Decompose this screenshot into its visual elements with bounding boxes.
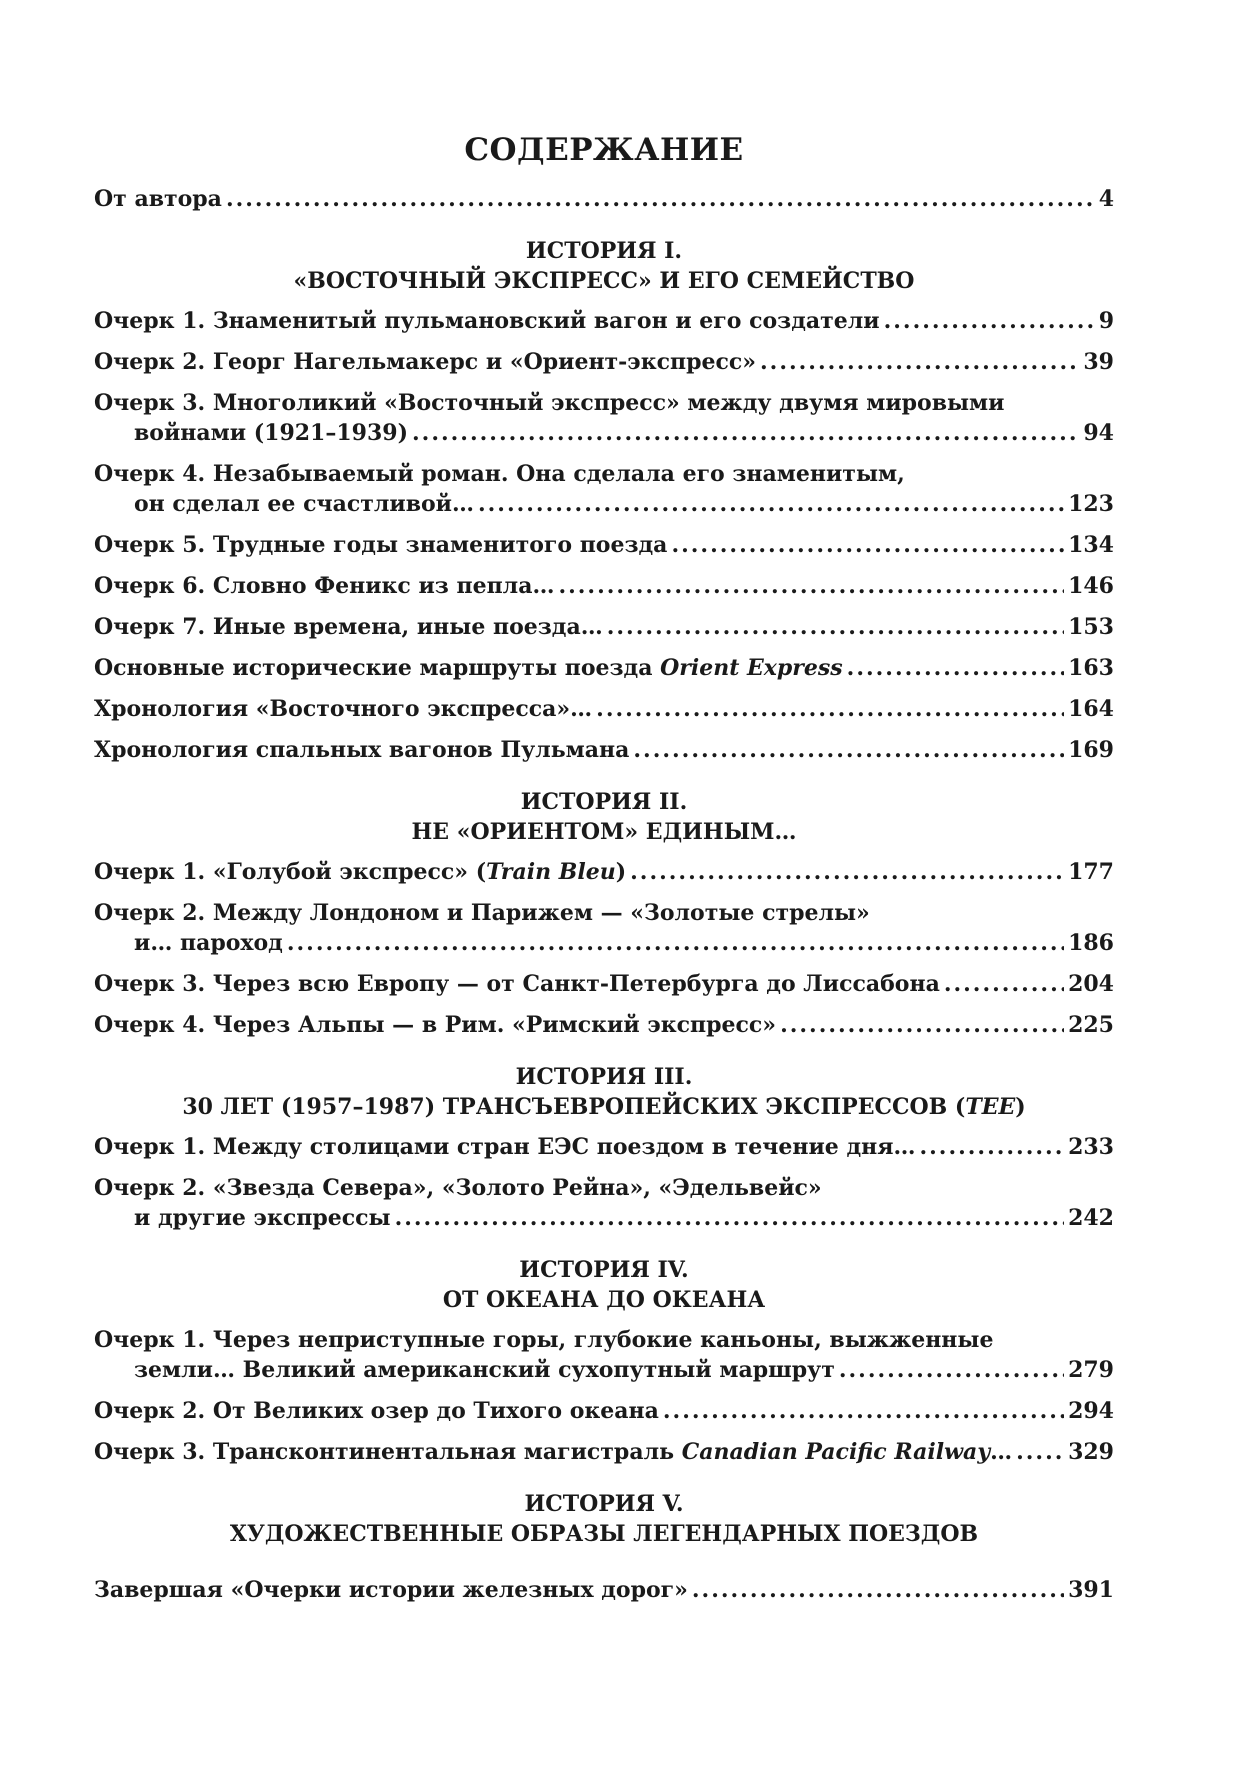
- section-name: [94, 817, 1114, 847]
- section-name-suffix: ): [1015, 1094, 1026, 1120]
- toc-entry-text: [94, 1010, 776, 1040]
- toc-entry[interactable]: [94, 694, 1114, 724]
- toc-entry-first-line: Очерк 4. Незабываемый роман. Она сделала его знаменитым,: [94, 461, 905, 487]
- toc-entry-text: [94, 571, 554, 601]
- toc-entry-text-suffix: …: [990, 1439, 1013, 1465]
- section-name-italic: TEE: [965, 1094, 1016, 1120]
- section-heading: [94, 1062, 1114, 1122]
- toc-entry[interactable]: [94, 735, 1114, 765]
- section-label: ИСТОРИЯ V.: [524, 1491, 684, 1517]
- toc-entry[interactable]: [94, 1437, 1114, 1467]
- toc-entry-text-main: Хронология спальных вагонов Пульмана: [94, 737, 630, 763]
- toc-entry-text: [94, 857, 626, 887]
- toc-entry-row: [94, 184, 1114, 214]
- toc-entry-text: [94, 347, 756, 377]
- toc-entry-text: [134, 1203, 391, 1233]
- toc-entry-text-suffix: ): [615, 859, 627, 885]
- dot-leader: [760, 347, 1079, 377]
- toc-page-number: 146: [1068, 573, 1114, 599]
- toc-entry-text: [94, 969, 940, 999]
- toc-entry-row: [94, 1575, 1114, 1605]
- dot-leader: [412, 418, 1079, 448]
- toc-page-number: 163: [1068, 655, 1114, 681]
- dot-leader: [944, 969, 1064, 999]
- section-heading: [94, 1255, 1114, 1315]
- dot-leader: [395, 1203, 1064, 1233]
- toc-sections: [94, 236, 1114, 1549]
- dot-leader: [478, 489, 1064, 519]
- section-name: [94, 1519, 1114, 1549]
- toc-page-number: 39: [1083, 349, 1114, 375]
- toc-entry-row: [94, 735, 1114, 765]
- toc-entry-text-main: Очерк 4. Через Альпы — в Рим. «Римский экспресс»: [94, 1012, 777, 1038]
- toc-entry-text-main: Хронология «Восточного экспресса»…: [94, 696, 593, 722]
- toc-entry-row: [94, 347, 1114, 377]
- toc-page-number: 233: [1068, 1134, 1114, 1160]
- toc-entry[interactable]: [94, 857, 1114, 887]
- toc-entry-row: [94, 694, 1114, 724]
- section-name-text: 30 ЛЕТ (1957–1987) ТРАНСЪЕВРОПЕЙСКИХ ЭКСПРЕССОВ (: [182, 1094, 966, 1120]
- toc-entry-text-italic: Canadian Pacific Railway: [681, 1439, 991, 1465]
- toc-entry-text-italic: Train Bleu: [486, 859, 616, 885]
- toc-entry-row: [94, 969, 1114, 999]
- toc-entry-text-main: Очерк 1. Между столицами стран ЕЭС поездом в течение дня…: [94, 1134, 916, 1160]
- toc-entry-row: [94, 530, 1114, 560]
- section-label: ИСТОРИЯ I.: [525, 238, 683, 264]
- toc-page-number: 177: [1068, 859, 1114, 885]
- toc-page-number: 204: [1068, 971, 1114, 997]
- page-title: СОДЕРЖАНИЕ: [464, 132, 744, 168]
- toc-entry-row: [94, 489, 1114, 519]
- toc-entry-text: [94, 306, 880, 336]
- section-label: ИСТОРИЯ III.: [515, 1064, 693, 1090]
- toc-entry-text: [94, 612, 603, 642]
- toc-page-number: 4: [1098, 186, 1114, 212]
- toc-entry-text: [134, 928, 283, 958]
- toc-entry-text-main: Очерк 3. Через всю Европу — от Санкт-Петербурга до Лиссабона: [94, 971, 940, 997]
- toc-page-number: 94: [1083, 420, 1114, 446]
- toc-page-number: 279: [1068, 1357, 1114, 1383]
- toc-entry[interactable]: [94, 898, 1114, 958]
- toc-page-number: 134: [1068, 532, 1114, 558]
- dot-leader: [1016, 1437, 1064, 1467]
- dot-leader: [663, 1396, 1064, 1426]
- toc-entry[interactable]: [94, 653, 1114, 683]
- toc-entry-text: [94, 1132, 915, 1162]
- dot-leader: [607, 612, 1064, 642]
- toc-entry[interactable]: [94, 612, 1114, 642]
- section-heading: [94, 236, 1114, 296]
- toc-entry[interactable]: [94, 1010, 1114, 1040]
- table-of-contents: [94, 130, 1114, 1616]
- toc-entry-text: Завершая «Очерки истории железных дорог»: [94, 1577, 688, 1603]
- dot-leader: [839, 1355, 1064, 1385]
- toc-entry-text-main: и другие экспрессы: [134, 1205, 391, 1231]
- section-name: [94, 1092, 1114, 1122]
- toc-entry-text-main: Очерк 2. Георг Нагельмакерс и «Ориент-экспресс»: [94, 349, 757, 375]
- dot-leader: [847, 653, 1064, 683]
- toc-page-number: 242: [1068, 1205, 1114, 1231]
- toc-entry-text: [94, 735, 629, 765]
- dot-leader: [780, 1010, 1064, 1040]
- toc-page-number: 123: [1068, 491, 1114, 517]
- toc-entry-text: [94, 1437, 1012, 1467]
- dot-leader: [884, 306, 1095, 336]
- toc-entry-text-main: Очерк 6. Словно Феникс из пепла…: [94, 573, 555, 599]
- toc-entry-row: [94, 928, 1114, 958]
- toc-page-number: 225: [1068, 1012, 1114, 1038]
- toc-entry-row: [94, 1396, 1114, 1426]
- toc-entry-text-main: он сделал ее счастливой…: [134, 491, 474, 517]
- toc-entry-text: [94, 653, 843, 683]
- dot-leader: [633, 735, 1064, 765]
- toc-entry-text-main: войнами (1921–1939): [134, 420, 409, 446]
- toc-entry-row: [94, 1437, 1114, 1467]
- dot-leader: [226, 184, 1095, 214]
- toc-entry[interactable]: [94, 347, 1114, 377]
- toc-entry-text-main: земли… Великий американский сухопутный маршрут: [134, 1357, 835, 1383]
- toc-entry-row: [94, 653, 1114, 683]
- toc-page-number: 164: [1068, 696, 1114, 722]
- section-label: ИСТОРИЯ II.: [520, 789, 688, 815]
- dot-leader: [671, 530, 1064, 560]
- toc-entry-intro[interactable]: [94, 184, 1114, 214]
- dot-leader: [287, 928, 1064, 958]
- toc-entry-row: [94, 857, 1114, 887]
- toc-entry-first-line: Очерк 2. Между Лондоном и Парижем — «Золотые стрелы»: [94, 900, 870, 926]
- dot-leader: [558, 571, 1064, 601]
- toc-entry[interactable]: [94, 571, 1114, 601]
- toc-entry-text-main: и… пароход: [134, 930, 283, 956]
- toc-entry-text-main: Очерк 1. «Голубой экспресс» (: [94, 859, 487, 885]
- section-name: [94, 266, 1114, 296]
- toc-page-number: 169: [1068, 737, 1114, 763]
- toc-entry-row: [94, 418, 1114, 448]
- toc-entry-final[interactable]: [94, 1575, 1114, 1605]
- toc-entry-text-main: Очерк 2. От Великих озер до Тихого океана: [94, 1398, 659, 1424]
- toc-entry-first-line: Очерк 3. Многоликий «Восточный экспресс» между двумя мировыми: [94, 390, 1005, 416]
- toc-page-number: 9: [1098, 308, 1114, 334]
- toc-entry-row: [94, 1355, 1114, 1385]
- toc-entry-text: [134, 1355, 835, 1385]
- toc-page-number: 391: [1068, 1577, 1114, 1603]
- toc-entry-first-line: Очерк 2. «Звезда Севера», «Золото Рейна», «Эдельвейс»: [94, 1175, 822, 1201]
- dot-leader: [919, 1132, 1064, 1162]
- toc-entry[interactable]: [94, 1325, 1114, 1385]
- toc-entry-text: [134, 489, 474, 519]
- section-name-text: «ВОСТОЧНЫЙ ЭКСПРЕСС» И ЕГО СЕМЕЙСТВО: [293, 268, 915, 294]
- toc-entry-text-main: Очерк 3. Трансконтинентальная магистраль: [94, 1439, 682, 1465]
- dot-leader: [596, 694, 1064, 724]
- toc-entry[interactable]: [94, 1396, 1114, 1426]
- section-name-text: ОТ ОКЕАНА ДО ОКЕАНА: [442, 1287, 766, 1313]
- toc-entry[interactable]: [94, 530, 1114, 560]
- toc-entry[interactable]: [94, 969, 1114, 999]
- toc-entry-text: [94, 694, 592, 724]
- toc-entry-text: От автора: [94, 186, 222, 212]
- section-heading: [94, 1489, 1114, 1549]
- toc-entry-text-main: Очерк 1. Знаменитый пульмановский вагон и его создатели: [94, 308, 880, 334]
- toc-entry-text-main: Очерк 7. Иные времена, иные поезда…: [94, 614, 603, 640]
- toc-entry-text-italic: Orient Express: [660, 655, 843, 681]
- section-name: [94, 1285, 1114, 1315]
- dot-leader: [692, 1575, 1064, 1605]
- toc-page-number: 294: [1068, 1398, 1114, 1424]
- toc-entry-row: [94, 306, 1114, 336]
- toc-entry-row: [94, 1132, 1114, 1162]
- toc-entry-row: [94, 1203, 1114, 1233]
- dot-leader: [630, 857, 1064, 887]
- toc-entry[interactable]: [94, 306, 1114, 336]
- toc-page-number: 186: [1068, 930, 1114, 956]
- toc-entry-first-line: Очерк 1. Через неприступные горы, глубокие каньоны, выжженные: [94, 1327, 994, 1353]
- toc-entry-row: [94, 1010, 1114, 1040]
- toc-entry-text-main: Очерк 5. Трудные годы знаменитого поезда: [94, 532, 668, 558]
- toc-entry[interactable]: [94, 1173, 1114, 1233]
- toc-page-number: 153: [1068, 614, 1114, 640]
- toc-entry-text: [94, 530, 667, 560]
- toc-page-number: 329: [1068, 1439, 1114, 1465]
- toc-entry-text-main: Основные исторические маршруты поезда: [94, 655, 661, 681]
- toc-entry-row: [94, 571, 1114, 601]
- toc-entry[interactable]: [94, 459, 1114, 519]
- section-name-text: ХУДОЖЕСТВЕННЫЕ ОБРАЗЫ ЛЕГЕНДАРНЫХ ПОЕЗДОВ: [229, 1521, 979, 1547]
- toc-entry-text: [94, 1396, 659, 1426]
- section-name-text: НЕ «ОРИЕНТОМ» ЕДИНЫМ…: [411, 819, 797, 845]
- section-label: ИСТОРИЯ IV.: [519, 1257, 689, 1283]
- toc-entry[interactable]: [94, 388, 1114, 448]
- toc-entry-row: [94, 612, 1114, 642]
- section-heading: [94, 787, 1114, 847]
- toc-entry[interactable]: [94, 1132, 1114, 1162]
- toc-entry-text: [134, 418, 408, 448]
